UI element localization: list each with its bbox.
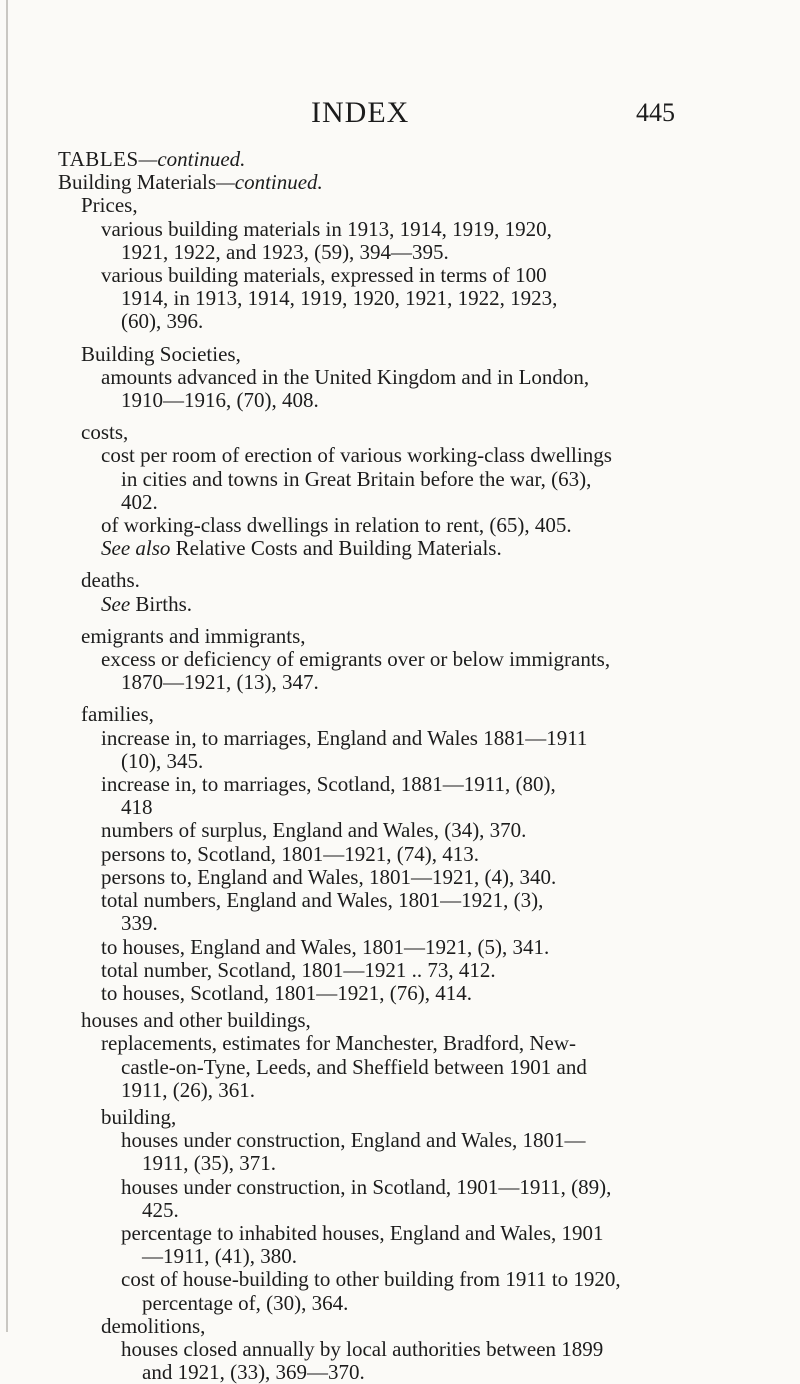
index-entry [58,343,758,366]
index-text-run: percentage of, (30), 364. [142,1290,349,1315]
index-text-run: replacements, estimates for Manchester, Bradford, New- [101,1031,576,1056]
index-subentry [58,648,758,671]
index-text-run: increase in, to marriages, England and Wales 1881—1911 [101,725,588,750]
index-text-run: castle-on-Tyne, Leeds, and Sheffield between 1901 and [121,1054,587,1079]
index-continuation [58,796,758,819]
index-entry [58,625,758,648]
index-subentry [58,727,758,750]
index-text-run: (60), 396. [121,309,204,334]
index-subentry-heading [58,1315,758,1338]
index-text-run: 425. [142,1197,179,1222]
index-text-run: deaths. [81,568,140,593]
index-subentry [58,959,758,982]
index-text-run: houses closed annually by local authorities between 1899 [121,1336,604,1361]
index-subentry [58,264,758,287]
index-subentry-heading [58,1106,758,1129]
index-text-run: (10), 345. [121,748,204,773]
index-text-run: —continued. [138,147,246,171]
index-continuation [58,1245,758,1268]
index-text-run: houses under construction, England and Wales, 1801— [121,1128,586,1153]
index-entry [58,421,758,444]
index-text-run: See also [101,536,171,561]
index-text-run: houses under construction, in Scotland, 1901—1911, (89), [121,1174,612,1199]
page-header [0,96,800,136]
index-text-run: numbers of surplus, England and Wales, (34), 370. [101,818,527,843]
index-cross-reference [58,537,758,560]
index-text-run: houses and other buildings, [81,1008,311,1033]
index-text-run: costs, [81,420,129,445]
index-text-run: —continued. [216,170,323,195]
index-text-run: 1914, in 1913, 1914, 1919, 1920, 1921, 1922, 1923, [121,286,558,311]
index-entry [58,194,758,217]
index-heading [58,148,758,171]
index-text-run: in cities and towns in Great Britain before the war, (63), [121,466,592,491]
index-subentry [58,1129,758,1152]
index-subentry [58,1176,758,1199]
index-subentry [58,1268,758,1291]
index-text-run: 339. [121,911,158,936]
index-text-run: various building materials, expressed in terms of 100 [101,263,547,288]
index-text-run: TABLES [58,147,139,171]
index-text-run: demolitions, [101,1313,206,1338]
page-edge [6,0,8,1332]
index-subentry [58,819,758,842]
index-continuation [58,389,758,412]
index-continuation [58,1056,758,1079]
index-continuation [58,1361,758,1384]
index-text-run: percentage to inhabited houses, England and Wales, 1901 [121,1220,604,1245]
index-subentry [58,843,758,866]
index-continuation [58,1152,758,1175]
index-text-run: Building Materials [58,170,217,195]
page-number: 445 [636,98,675,127]
index-continuation [58,750,758,773]
index-entry [58,1009,758,1032]
index-text-run: Relative Costs and Building Materials. [170,536,502,561]
index-text-run: 1911, (35), 371. [142,1151,276,1176]
index-entries [58,148,758,1384]
index-entry [58,703,758,726]
index-text-run: Prices, [81,193,138,218]
index-subentry [58,514,758,537]
running-head: INDEX [311,96,410,129]
index-subheading [58,171,758,194]
index-text-run: persons to, Scotland, 1801—1921, (74), 413. [101,841,479,866]
index-continuation [58,671,758,694]
index-continuation [58,491,758,514]
index-subentry [58,366,758,389]
index-text-run: 1870—1921, (13), 347. [121,670,319,695]
index-subentry [58,1032,758,1055]
index-text-run: 1911, (26), 361. [121,1077,255,1102]
index-text-run: Building Societies, [81,341,241,366]
index-continuation [58,468,758,491]
index-text-run: Births. [130,591,192,616]
index-text-run: families, [81,702,154,727]
index-continuation [58,310,758,333]
index-continuation [58,1079,758,1102]
index-text-run: 402. [121,489,158,514]
index-text-run: various building materials in 1913, 1914, 1919, 1920, [101,216,552,241]
index-subentry [58,889,758,912]
index-continuation [58,1199,758,1222]
index-subentry [58,936,758,959]
index-text-run: total number, Scotland, 1801—1921 .. 73, 412. [101,957,496,982]
index-text-run: amounts advanced in the United Kingdom and in London, [101,364,590,389]
index-text-run: 418 [121,795,153,820]
index-continuation [58,1292,758,1315]
index-continuation [58,287,758,310]
index-subentry [58,1222,758,1245]
index-text-run: total numbers, England and Wales, 1801—1921, (3), [101,888,544,913]
index-text-run: cost per room of erection of various working-class dwellings [101,443,612,468]
index-subentry [58,866,758,889]
index-text-run: increase in, to marriages, Scotland, 1881—1911, (80), [101,772,556,797]
index-text-run: cost of house-building to other building from 1911 to 1920, [121,1267,621,1292]
index-text-run: 1921, 1922, and 1923, (59), 394—395. [121,239,449,264]
index-text-run: building, [101,1104,177,1129]
index-text-run: See [101,591,131,616]
index-text-run: emigrants and immigrants, [81,623,306,648]
index-subentry [58,773,758,796]
index-subentry [58,218,758,241]
index-text-run: of working-class dwellings in relation to rent, (65), 405. [101,513,572,538]
index-cross-reference [58,593,758,616]
index-subentry [58,982,758,1005]
index-text-run: excess or deficiency of emigrants over or below immigrants, [101,647,611,672]
index-text-run: persons to, England and Wales, 1801—1921, (4), 340. [101,864,557,889]
index-text-run: 1910—1916, (70), 408. [121,388,319,413]
index-continuation [58,241,758,264]
index-text-run: to houses, England and Wales, 1801—1921, (5), 341. [101,934,550,959]
index-subentry [58,444,758,467]
index-text-run: —1911, (41), 380. [142,1244,297,1269]
index-continuation [58,912,758,935]
index-subentry [58,1338,758,1361]
index-text-run: to houses, Scotland, 1801—1921, (76), 414. [101,980,472,1005]
index-text-run: and 1921, (33), 369—370. [142,1360,365,1384]
index-entry [58,569,758,592]
